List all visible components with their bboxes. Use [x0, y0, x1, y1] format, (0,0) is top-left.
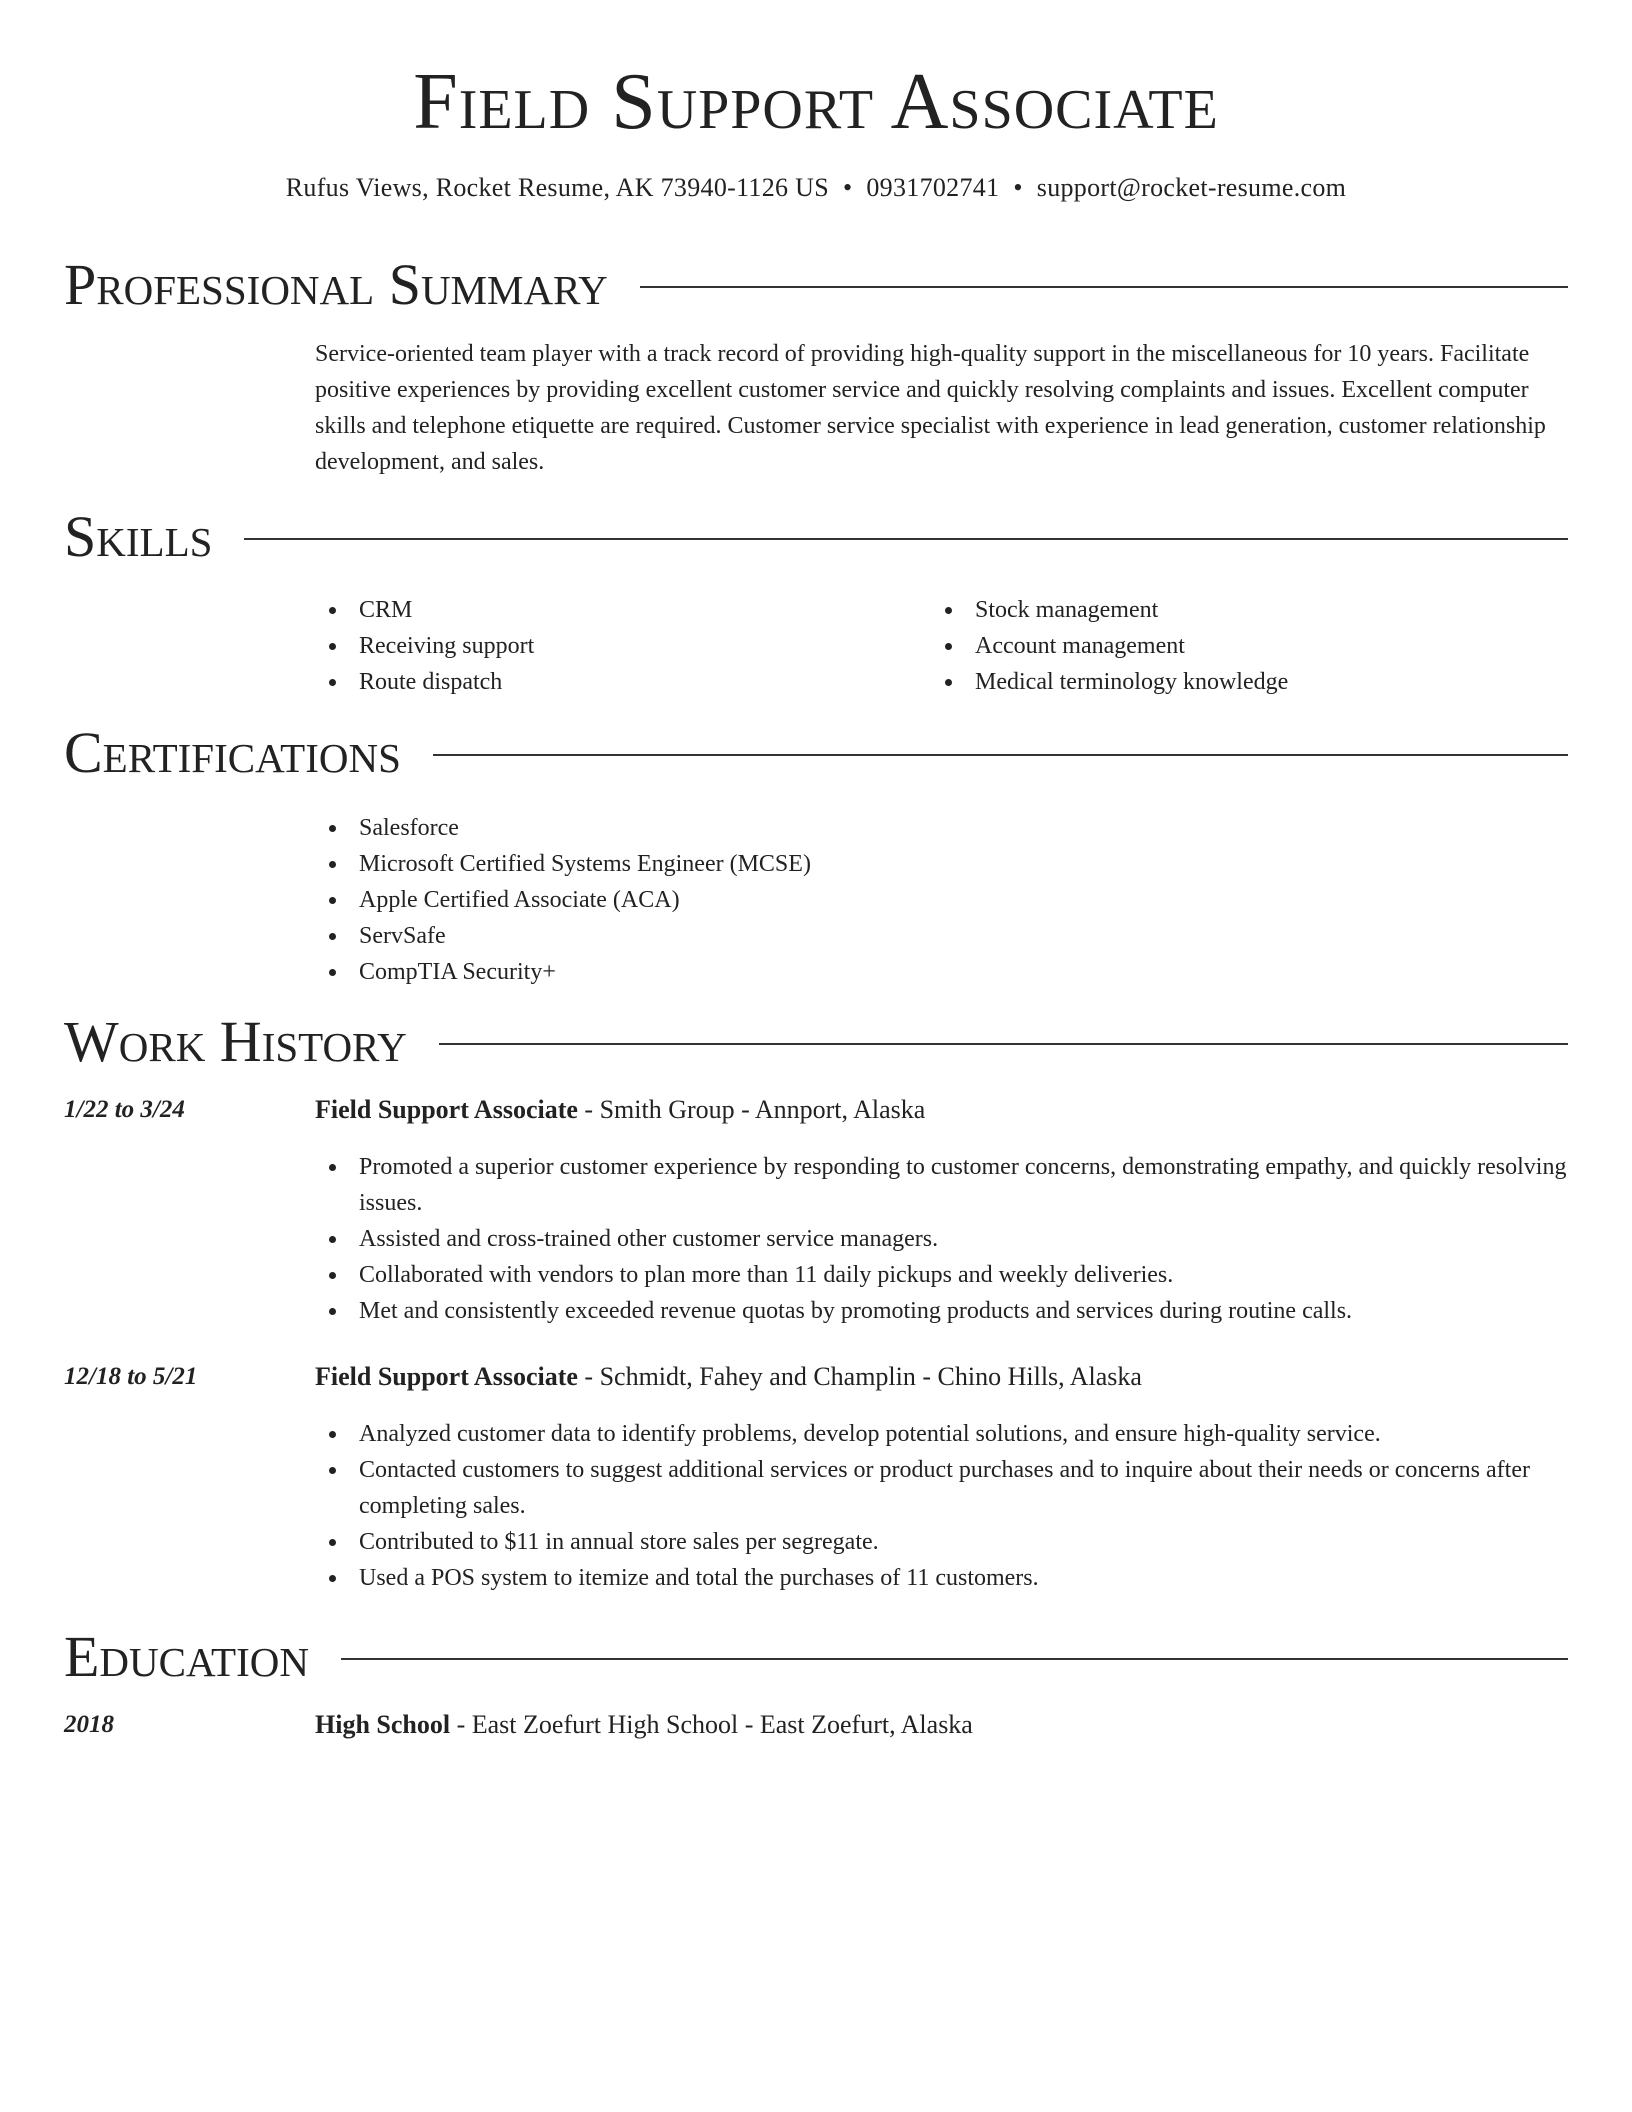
job-heading [315, 1359, 1142, 1395]
section-title: Skills [64, 504, 213, 569]
skills-list-right [931, 592, 1571, 700]
education-details: - East Zoefurt High School - East Zoefurt, Alaska [450, 1710, 973, 1739]
job-bullet: Met and consistently exceeded revenue quotas by promoting products and services during routine calls. [315, 1293, 1580, 1329]
section-divider [439, 1043, 1568, 1045]
skills-section-header [64, 502, 1568, 572]
section-divider [640, 286, 1568, 288]
certification-item: Salesforce [315, 810, 1580, 846]
job-details: - Smith Group - Annport, Alaska [577, 1095, 926, 1124]
contact-phone: 0931702741 [866, 173, 1000, 202]
contact-line [0, 175, 1632, 201]
job-dates: 12/18 to 5/21 [64, 1363, 198, 1390]
summary-section-header [64, 250, 1568, 320]
education-year: 2018 [64, 1711, 114, 1738]
summary-body [315, 336, 1580, 480]
certification-item: CompTIA Security+ [315, 954, 1580, 990]
certification-item: Microsoft Certified Systems Engineer (MCSE) [315, 846, 1580, 882]
section-title: Professional Summary [64, 252, 608, 317]
job-role: Field Support Associate [315, 1362, 578, 1391]
section-title: Work History [64, 1009, 407, 1074]
job-dates: 1/22 to 3/24 [64, 1096, 185, 1123]
section-divider [433, 754, 1568, 756]
education-degree: High School [315, 1710, 451, 1739]
contact-address: Rufus Views, Rocket Resume, AK 73940-1126 US [285, 173, 829, 202]
job-details: - Schmidt, Fahey and Champlin - Chino Hills, Alaska [577, 1362, 1142, 1391]
section-divider [244, 538, 1568, 540]
job-bullet: Promoted a superior customer experience by responding to customer concerns, demonstrating empathy, and quickly resolving issues. [315, 1149, 1580, 1221]
certification-item: Apple Certified Associate (ACA) [315, 882, 1580, 918]
job-bullet: Contacted customers to suggest additional services or product purchases and to inquire about their needs or concerns after completing sales. [315, 1452, 1580, 1524]
job-bullet-list [315, 1416, 1580, 1596]
job-bullet: Contributed to $11 in annual store sales per segregate. [315, 1524, 1580, 1560]
section-title: Certifications [64, 720, 401, 785]
work-history-section-header [64, 1007, 1568, 1077]
job-bullet: Used a POS system to itemize and total the purchases of 11 customers. [315, 1560, 1580, 1596]
certifications-section-header [64, 718, 1568, 788]
job-bullet: Assisted and cross-trained other customer service managers. [315, 1221, 1580, 1257]
contact-email: support@rocket-resume.com [1036, 173, 1347, 202]
job-bullet: Analyzed customer data to identify problems, develop potential solutions, and ensure high-quality service. [315, 1416, 1580, 1452]
skill-item: CRM [315, 592, 915, 628]
skill-item: Route dispatch [315, 664, 915, 700]
skill-item: Stock management [931, 592, 1571, 628]
section-divider [341, 1658, 1568, 1660]
job-role: Field Support Associate [315, 1095, 578, 1124]
job-bullet: Collaborated with vendors to plan more than 11 daily pickups and weekly deliveries. [315, 1257, 1580, 1293]
job-heading [315, 1092, 925, 1128]
education-section-header [64, 1622, 1568, 1692]
job-bullet-list [315, 1149, 1580, 1329]
section-title: Education [64, 1624, 309, 1689]
skill-item: Receiving support [315, 628, 915, 664]
skill-item: Medical terminology knowledge [931, 664, 1571, 700]
resume-name: Field Support Associate [413, 58, 1219, 146]
certification-item: ServSafe [315, 918, 1580, 954]
skills-list-left [315, 592, 915, 700]
summary-text: Service-oriented team player with a track record of providing high-quality support in the miscellaneous for 10 years. Facilitate positive experiences by providing excellent customer service and quickly resolving complaints and issues. Excellent computer skills and telephone etiquette are required. Customer service specialist with experience in lead generation, customer relationship development, and sales. [315, 341, 1546, 475]
contact-separator: • [1013, 173, 1023, 202]
contact-separator: • [842, 173, 853, 202]
certifications-list [315, 810, 1580, 990]
skill-item: Account management [931, 628, 1571, 664]
education-heading [315, 1707, 973, 1743]
